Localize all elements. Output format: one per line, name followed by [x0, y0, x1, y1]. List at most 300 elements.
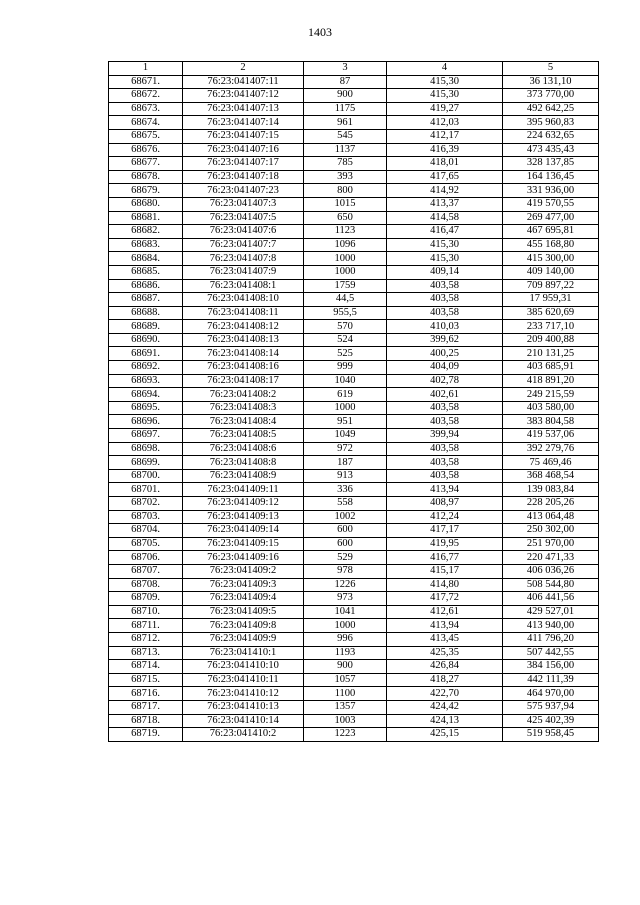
- area-cell: 1226: [304, 578, 387, 592]
- area-cell: 913: [304, 469, 387, 483]
- row-number-cell: 68695.: [109, 401, 183, 415]
- area-cell: 1002: [304, 510, 387, 524]
- cadastral-value-cell: 413 064,48: [503, 510, 599, 524]
- area-cell: 1223: [304, 728, 387, 742]
- area-cell: 1193: [304, 646, 387, 660]
- cadastral-number-cell: 76:23:041409:13: [183, 510, 304, 524]
- row-number-cell: 68694.: [109, 388, 183, 402]
- table-row: [109, 238, 599, 252]
- area-cell: 1096: [304, 238, 387, 252]
- cadastral-value-cell: 328 137,85: [503, 157, 599, 171]
- specific-value-cell: 403,58: [387, 469, 503, 483]
- area-cell: 44,5: [304, 293, 387, 307]
- row-number-cell: 68712.: [109, 632, 183, 646]
- cadastral-number-cell: 76:23:041409:15: [183, 537, 304, 551]
- cadastral-value-cell: 418 891,20: [503, 374, 599, 388]
- row-number-cell: 68681.: [109, 211, 183, 225]
- area-cell: 955,5: [304, 306, 387, 320]
- area-cell: 336: [304, 483, 387, 497]
- cadastral-number-cell: 76:23:041408:10: [183, 293, 304, 307]
- table-row: [109, 524, 599, 538]
- specific-value-cell: 415,30: [387, 252, 503, 266]
- row-number-cell: 68708.: [109, 578, 183, 592]
- cadastral-value-cell: 709 897,22: [503, 279, 599, 293]
- row-number-cell: 68719.: [109, 728, 183, 742]
- cadastral-number-cell: 76:23:041410:14: [183, 714, 304, 728]
- table-row: [109, 456, 599, 470]
- cadastral-value-cell: 249 215,59: [503, 388, 599, 402]
- table-row: [109, 388, 599, 402]
- row-number-cell: 68706.: [109, 551, 183, 565]
- table-row: [109, 401, 599, 415]
- row-number-cell: 68672.: [109, 89, 183, 103]
- table-row: [109, 116, 599, 130]
- area-cell: 650: [304, 211, 387, 225]
- cadastral-number-cell: 76:23:041408:1: [183, 279, 304, 293]
- row-number-cell: 68673.: [109, 102, 183, 116]
- table-row: [109, 306, 599, 320]
- cadastral-value-cell: 368 468,54: [503, 469, 599, 483]
- specific-value-cell: 424,42: [387, 700, 503, 714]
- row-number-cell: 68693.: [109, 374, 183, 388]
- area-cell: 1357: [304, 700, 387, 714]
- row-number-cell: 68700.: [109, 469, 183, 483]
- cadastral-value-cell: 233 717,10: [503, 320, 599, 334]
- area-cell: 951: [304, 415, 387, 429]
- table-row: [109, 75, 599, 89]
- specific-value-cell: 403,58: [387, 415, 503, 429]
- area-cell: 87: [304, 75, 387, 89]
- row-number-cell: 68690.: [109, 333, 183, 347]
- specific-value-cell: 399,62: [387, 333, 503, 347]
- specific-value-cell: 403,58: [387, 279, 503, 293]
- cadastral-number-cell: 76:23:041408:17: [183, 374, 304, 388]
- specific-value-cell: 417,72: [387, 592, 503, 606]
- row-number-cell: 68703.: [109, 510, 183, 524]
- page-number: 1403: [308, 25, 332, 39]
- specific-value-cell: 412,61: [387, 605, 503, 619]
- area-cell: 900: [304, 89, 387, 103]
- cadastral-number-cell: 76:23:041408:14: [183, 347, 304, 361]
- table-row: [109, 551, 599, 565]
- cadastral-number-cell: 76:23:041409:2: [183, 564, 304, 578]
- area-cell: 785: [304, 157, 387, 171]
- specific-value-cell: 426,84: [387, 660, 503, 674]
- table-header-row: [109, 62, 599, 76]
- specific-value-cell: 399,94: [387, 429, 503, 443]
- table-body: [109, 75, 599, 741]
- cadastral-value-cell: 383 804,58: [503, 415, 599, 429]
- row-number-cell: 68715.: [109, 673, 183, 687]
- area-cell: 1015: [304, 197, 387, 211]
- area-cell: 1003: [304, 714, 387, 728]
- table-row: [109, 578, 599, 592]
- specific-value-cell: 424,13: [387, 714, 503, 728]
- row-number-cell: 68697.: [109, 429, 183, 443]
- table-row: [109, 184, 599, 198]
- cadastral-number-cell: 76:23:041409:14: [183, 524, 304, 538]
- table-row: [109, 129, 599, 143]
- cadastral-number-cell: 76:23:041410:13: [183, 700, 304, 714]
- column-header-2: 2: [183, 62, 304, 76]
- specific-value-cell: 404,09: [387, 361, 503, 375]
- specific-value-cell: 416,77: [387, 551, 503, 565]
- area-cell: 972: [304, 442, 387, 456]
- area-cell: 996: [304, 632, 387, 646]
- cadastral-number-cell: 76:23:041407:17: [183, 157, 304, 171]
- specific-value-cell: 419,27: [387, 102, 503, 116]
- cadastral-value-cell: 392 279,76: [503, 442, 599, 456]
- area-cell: 1049: [304, 429, 387, 443]
- area-cell: 961: [304, 116, 387, 130]
- cadastral-number-cell: 76:23:041410:12: [183, 687, 304, 701]
- row-number-cell: 68704.: [109, 524, 183, 538]
- cadastral-value-table: [108, 61, 599, 742]
- cadastral-number-cell: 76:23:041407:12: [183, 89, 304, 103]
- column-header-1: 1: [109, 62, 183, 76]
- cadastral-number-cell: 76:23:041408:12: [183, 320, 304, 334]
- row-number-cell: 68718.: [109, 714, 183, 728]
- area-cell: 800: [304, 184, 387, 198]
- specific-value-cell: 415,30: [387, 238, 503, 252]
- area-cell: 900: [304, 660, 387, 674]
- specific-value-cell: 402,78: [387, 374, 503, 388]
- specific-value-cell: 416,39: [387, 143, 503, 157]
- cadastral-value-cell: 575 937,94: [503, 700, 599, 714]
- table-row: [109, 592, 599, 606]
- specific-value-cell: 425,35: [387, 646, 503, 660]
- table-row: [109, 646, 599, 660]
- area-cell: 1000: [304, 265, 387, 279]
- cadastral-value-cell: 403 580,00: [503, 401, 599, 415]
- area-cell: 1137: [304, 143, 387, 157]
- row-number-cell: 68686.: [109, 279, 183, 293]
- cadastral-number-cell: 76:23:041408:5: [183, 429, 304, 443]
- specific-value-cell: 410,03: [387, 320, 503, 334]
- cadastral-value-cell: 269 477,00: [503, 211, 599, 225]
- table-row: [109, 700, 599, 714]
- area-cell: 600: [304, 537, 387, 551]
- cadastral-value-cell: 508 544,80: [503, 578, 599, 592]
- cadastral-value-cell: 75 469,46: [503, 456, 599, 470]
- row-number-cell: 68702.: [109, 497, 183, 511]
- row-number-cell: 68675.: [109, 129, 183, 143]
- cadastral-number-cell: 76:23:041408:9: [183, 469, 304, 483]
- cadastral-value-cell: 250 302,00: [503, 524, 599, 538]
- area-cell: 1040: [304, 374, 387, 388]
- row-number-cell: 68716.: [109, 687, 183, 701]
- area-cell: 524: [304, 333, 387, 347]
- table-row: [109, 361, 599, 375]
- column-header-3: 3: [304, 62, 387, 76]
- cadastral-number-cell: 76:23:041407:13: [183, 102, 304, 116]
- table-row: [109, 143, 599, 157]
- row-number-cell: 68699.: [109, 456, 183, 470]
- row-number-cell: 68701.: [109, 483, 183, 497]
- table-row: [109, 442, 599, 456]
- row-number-cell: 68714.: [109, 660, 183, 674]
- table-row: [109, 687, 599, 701]
- cadastral-number-cell: 76:23:041410:2: [183, 728, 304, 742]
- cadastral-number-cell: 76:23:041407:6: [183, 225, 304, 239]
- specific-value-cell: 402,61: [387, 388, 503, 402]
- cadastral-value-cell: 519 958,45: [503, 728, 599, 742]
- cadastral-value-cell: 224 632,65: [503, 129, 599, 143]
- area-cell: 619: [304, 388, 387, 402]
- specific-value-cell: 418,01: [387, 157, 503, 171]
- specific-value-cell: 403,58: [387, 293, 503, 307]
- specific-value-cell: 412,17: [387, 129, 503, 143]
- cadastral-value-cell: 36 131,10: [503, 75, 599, 89]
- cadastral-number-cell: 76:23:041410:11: [183, 673, 304, 687]
- cadastral-number-cell: 76:23:041407:9: [183, 265, 304, 279]
- row-number-cell: 68676.: [109, 143, 183, 157]
- cadastral-value-cell: 467 695,81: [503, 225, 599, 239]
- cadastral-value-cell: 442 111,39: [503, 673, 599, 687]
- cadastral-number-cell: 76:23:041407:14: [183, 116, 304, 130]
- area-cell: 1759: [304, 279, 387, 293]
- row-number-cell: 68674.: [109, 116, 183, 130]
- cadastral-value-cell: 455 168,80: [503, 238, 599, 252]
- area-cell: 973: [304, 592, 387, 606]
- row-number-cell: 68685.: [109, 265, 183, 279]
- cadastral-number-cell: 76:23:041407:18: [183, 170, 304, 184]
- table-row: [109, 293, 599, 307]
- area-cell: 1057: [304, 673, 387, 687]
- area-cell: 1000: [304, 619, 387, 633]
- cadastral-number-cell: 76:23:041407:8: [183, 252, 304, 266]
- specific-value-cell: 413,37: [387, 197, 503, 211]
- cadastral-number-cell: 76:23:041407:16: [183, 143, 304, 157]
- area-cell: 1041: [304, 605, 387, 619]
- cadastral-number-cell: 76:23:041409:4: [183, 592, 304, 606]
- specific-value-cell: 413,45: [387, 632, 503, 646]
- specific-value-cell: 412,03: [387, 116, 503, 130]
- cadastral-value-cell: 415 300,00: [503, 252, 599, 266]
- area-cell: 999: [304, 361, 387, 375]
- table-row: [109, 347, 599, 361]
- cadastral-value-cell: 425 402,39: [503, 714, 599, 728]
- specific-value-cell: 419,95: [387, 537, 503, 551]
- area-cell: 1000: [304, 252, 387, 266]
- table-row: [109, 728, 599, 742]
- table-row: [109, 483, 599, 497]
- cadastral-value-cell: 411 796,20: [503, 632, 599, 646]
- area-cell: 978: [304, 564, 387, 578]
- cadastral-number-cell: 76:23:041407:11: [183, 75, 304, 89]
- cadastral-number-cell: 76:23:041408:2: [183, 388, 304, 402]
- table-row: [109, 279, 599, 293]
- row-number-cell: 68711.: [109, 619, 183, 633]
- cadastral-value-cell: 507 442,55: [503, 646, 599, 660]
- cadastral-number-cell: 76:23:041408:4: [183, 415, 304, 429]
- cadastral-number-cell: 76:23:041407:15: [183, 129, 304, 143]
- table-row: [109, 252, 599, 266]
- specific-value-cell: 414,58: [387, 211, 503, 225]
- cadastral-value-cell: 406 441,56: [503, 592, 599, 606]
- table-row: [109, 564, 599, 578]
- row-number-cell: 68677.: [109, 157, 183, 171]
- cadastral-number-cell: 76:23:041408:13: [183, 333, 304, 347]
- cadastral-number-cell: 76:23:041409:5: [183, 605, 304, 619]
- row-number-cell: 68709.: [109, 592, 183, 606]
- cadastral-number-cell: 76:23:041407:23: [183, 184, 304, 198]
- cadastral-value-cell: 395 960,83: [503, 116, 599, 130]
- cadastral-value-cell: 419 537,06: [503, 429, 599, 443]
- area-cell: 393: [304, 170, 387, 184]
- cadastral-number-cell: 76:23:041408:3: [183, 401, 304, 415]
- table-row: [109, 265, 599, 279]
- cadastral-value-cell: 220 471,33: [503, 551, 599, 565]
- cadastral-value-cell: 464 970,00: [503, 687, 599, 701]
- specific-value-cell: 414,80: [387, 578, 503, 592]
- specific-value-cell: 415,30: [387, 75, 503, 89]
- specific-value-cell: 414,92: [387, 184, 503, 198]
- area-cell: 1175: [304, 102, 387, 116]
- cadastral-value-cell: 17 959,31: [503, 293, 599, 307]
- cadastral-value-cell: 419 570,55: [503, 197, 599, 211]
- row-number-cell: 68689.: [109, 320, 183, 334]
- area-cell: 1100: [304, 687, 387, 701]
- cadastral-number-cell: 76:23:041410:10: [183, 660, 304, 674]
- row-number-cell: 68680.: [109, 197, 183, 211]
- table-row: [109, 469, 599, 483]
- row-number-cell: 68696.: [109, 415, 183, 429]
- row-number-cell: 68698.: [109, 442, 183, 456]
- specific-value-cell: 403,58: [387, 401, 503, 415]
- specific-value-cell: 417,65: [387, 170, 503, 184]
- cadastral-value-cell: 228 205,26: [503, 497, 599, 511]
- cadastral-number-cell: 76:23:041407:3: [183, 197, 304, 211]
- table-row: [109, 320, 599, 334]
- cadastral-value-cell: 331 936,00: [503, 184, 599, 198]
- area-cell: 558: [304, 497, 387, 511]
- row-number-cell: 68678.: [109, 170, 183, 184]
- table-row: [109, 510, 599, 524]
- column-header-5: 5: [503, 62, 599, 76]
- cadastral-value-cell: 384 156,00: [503, 660, 599, 674]
- area-cell: 545: [304, 129, 387, 143]
- row-number-cell: 68671.: [109, 75, 183, 89]
- cadastral-number-cell: 76:23:041407:7: [183, 238, 304, 252]
- cadastral-number-cell: 76:23:041409:9: [183, 632, 304, 646]
- cadastral-number-cell: 76:23:041409:12: [183, 497, 304, 511]
- table-row: [109, 102, 599, 116]
- table-row: [109, 415, 599, 429]
- area-cell: 1000: [304, 401, 387, 415]
- area-cell: 600: [304, 524, 387, 538]
- table-row: [109, 605, 599, 619]
- row-number-cell: 68688.: [109, 306, 183, 320]
- row-number-cell: 68679.: [109, 184, 183, 198]
- cadastral-value-cell: 473 435,43: [503, 143, 599, 157]
- row-number-cell: 68713.: [109, 646, 183, 660]
- column-header-4: 4: [387, 62, 503, 76]
- cadastral-number-cell: 76:23:041408:16: [183, 361, 304, 375]
- cadastral-value-cell: 403 685,91: [503, 361, 599, 375]
- row-number-cell: 68684.: [109, 252, 183, 266]
- table-row: [109, 619, 599, 633]
- table-row: [109, 429, 599, 443]
- cadastral-number-cell: 76:23:041408:11: [183, 306, 304, 320]
- specific-value-cell: 416,47: [387, 225, 503, 239]
- row-number-cell: 68710.: [109, 605, 183, 619]
- cadastral-number-cell: 76:23:041409:8: [183, 619, 304, 633]
- cadastral-number-cell: 76:23:041409:11: [183, 483, 304, 497]
- specific-value-cell: 403,58: [387, 456, 503, 470]
- cadastral-value-cell: 409 140,00: [503, 265, 599, 279]
- row-number-cell: 68691.: [109, 347, 183, 361]
- cadastral-value-cell: 210 131,25: [503, 347, 599, 361]
- cadastral-value-cell: 413 940,00: [503, 619, 599, 633]
- cadastral-value-cell: 492 642,25: [503, 102, 599, 116]
- cadastral-value-cell: 251 970,00: [503, 537, 599, 551]
- table-row: [109, 714, 599, 728]
- specific-value-cell: 412,24: [387, 510, 503, 524]
- specific-value-cell: 417,17: [387, 524, 503, 538]
- table-row: [109, 170, 599, 184]
- cadastral-value-cell: 385 620,69: [503, 306, 599, 320]
- table-row: [109, 157, 599, 171]
- row-number-cell: 68687.: [109, 293, 183, 307]
- table-row: [109, 673, 599, 687]
- area-cell: 1123: [304, 225, 387, 239]
- area-cell: 187: [304, 456, 387, 470]
- specific-value-cell: 422,70: [387, 687, 503, 701]
- specific-value-cell: 409,14: [387, 265, 503, 279]
- row-number-cell: 68682.: [109, 225, 183, 239]
- table-row: [109, 537, 599, 551]
- specific-value-cell: 413,94: [387, 483, 503, 497]
- area-cell: 570: [304, 320, 387, 334]
- cadastral-number-cell: 76:23:041408:6: [183, 442, 304, 456]
- row-number-cell: 68683.: [109, 238, 183, 252]
- cadastral-value-cell: 373 770,00: [503, 89, 599, 103]
- table-row: [109, 497, 599, 511]
- row-number-cell: 68707.: [109, 564, 183, 578]
- cadastral-value-cell: 209 400,88: [503, 333, 599, 347]
- row-number-cell: 68692.: [109, 361, 183, 375]
- specific-value-cell: 415,17: [387, 564, 503, 578]
- cadastral-number-cell: 76:23:041409:3: [183, 578, 304, 592]
- specific-value-cell: 403,58: [387, 306, 503, 320]
- cadastral-value-cell: 429 527,01: [503, 605, 599, 619]
- cadastral-number-cell: 76:23:041407:5: [183, 211, 304, 225]
- specific-value-cell: 408,97: [387, 497, 503, 511]
- table-row: [109, 660, 599, 674]
- table-row: [109, 211, 599, 225]
- specific-value-cell: 415,30: [387, 89, 503, 103]
- table-row: [109, 89, 599, 103]
- specific-value-cell: 403,58: [387, 442, 503, 456]
- cadastral-value-cell: 164 136,45: [503, 170, 599, 184]
- table-row: [109, 632, 599, 646]
- area-cell: 529: [304, 551, 387, 565]
- cadastral-number-cell: 76:23:041409:16: [183, 551, 304, 565]
- table-row: [109, 197, 599, 211]
- table-row: [109, 374, 599, 388]
- cadastral-number-cell: 76:23:041408:8: [183, 456, 304, 470]
- specific-value-cell: 400,25: [387, 347, 503, 361]
- cadastral-value-cell: 406 036,26: [503, 564, 599, 578]
- row-number-cell: 68705.: [109, 537, 183, 551]
- table-row: [109, 333, 599, 347]
- area-cell: 525: [304, 347, 387, 361]
- table-row: [109, 225, 599, 239]
- specific-value-cell: 418,27: [387, 673, 503, 687]
- cadastral-value-cell: 139 083,84: [503, 483, 599, 497]
- specific-value-cell: 425,15: [387, 728, 503, 742]
